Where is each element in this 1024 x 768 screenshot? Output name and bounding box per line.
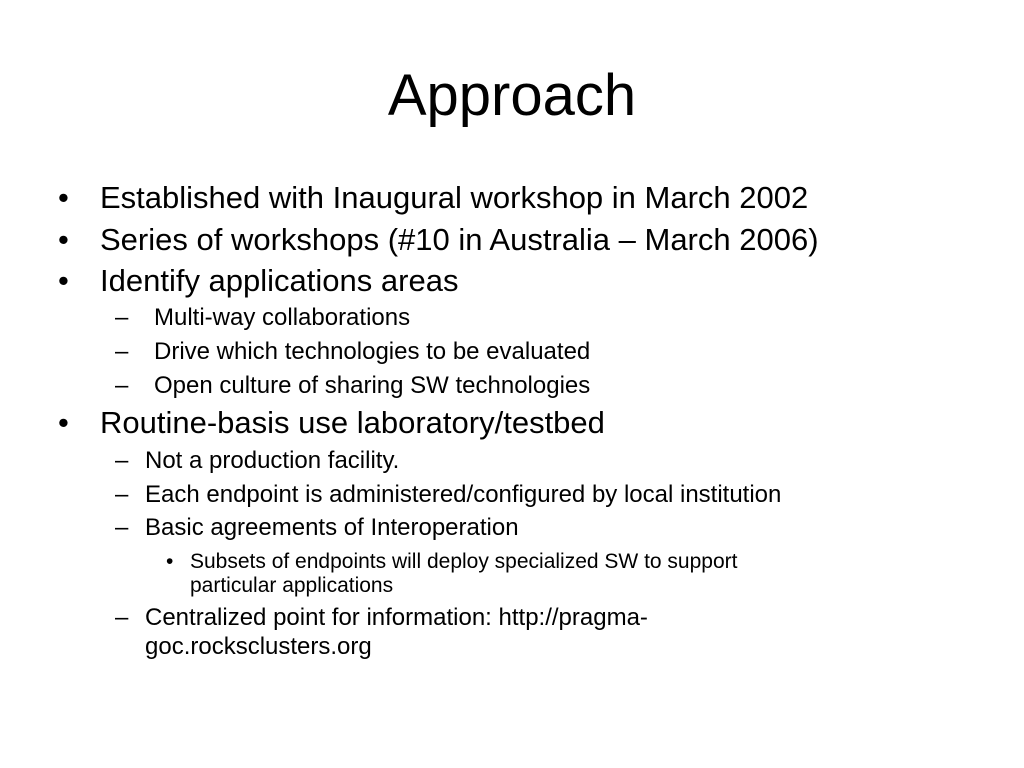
- slide-title: Approach: [387, 63, 637, 128]
- sub-item-multi-way: Multi-way collaborations: [154, 304, 411, 331]
- dash-marker: –: [115, 304, 129, 331]
- sub-sub-item-subsets-line1: Subsets of endpoints will deploy specialized SW to support: [190, 550, 738, 573]
- dash-marker: –: [115, 604, 129, 631]
- dash-marker: –: [115, 481, 129, 508]
- dash-marker: –: [115, 447, 129, 474]
- bullet-marker: •: [58, 222, 69, 257]
- bullet-marker: •: [58, 180, 69, 215]
- sub-item-centralized-line1: Centralized point for information: http://pragma-: [145, 604, 648, 631]
- bullet-item-identify-applications: Identify applications areas: [100, 263, 459, 298]
- sub-item-open-culture: Open culture of sharing SW technologies: [154, 372, 591, 399]
- sub-item-drive-technologies: Drive which technologies to be evaluated: [154, 338, 591, 365]
- bullet-marker: •: [58, 405, 69, 440]
- bullet-item-series-of-workshops: Series of workshops (#10 in Australia – March 2006): [100, 222, 819, 257]
- bullet-marker: •: [166, 550, 174, 573]
- dash-marker: –: [115, 514, 129, 541]
- bullet-marker: •: [58, 263, 69, 298]
- sub-item-centralized-line2: goc.rocksclusters.org: [145, 633, 372, 660]
- dash-marker: –: [115, 338, 129, 365]
- sub-item-each-endpoint: Each endpoint is administered/configured by local institution: [145, 481, 782, 508]
- dash-marker: –: [115, 372, 129, 399]
- sub-item-not-production: Not a production facility.: [145, 447, 400, 474]
- bullet-item-inaugural-workshop: Established with Inaugural workshop in March 2002: [100, 180, 809, 215]
- sub-sub-item-subsets-line2: particular applications: [190, 574, 394, 597]
- bullet-item-routine-basis: Routine-basis use laboratory/testbed: [100, 405, 605, 440]
- sub-item-basic-agreements: Basic agreements of Interoperation: [145, 514, 519, 541]
